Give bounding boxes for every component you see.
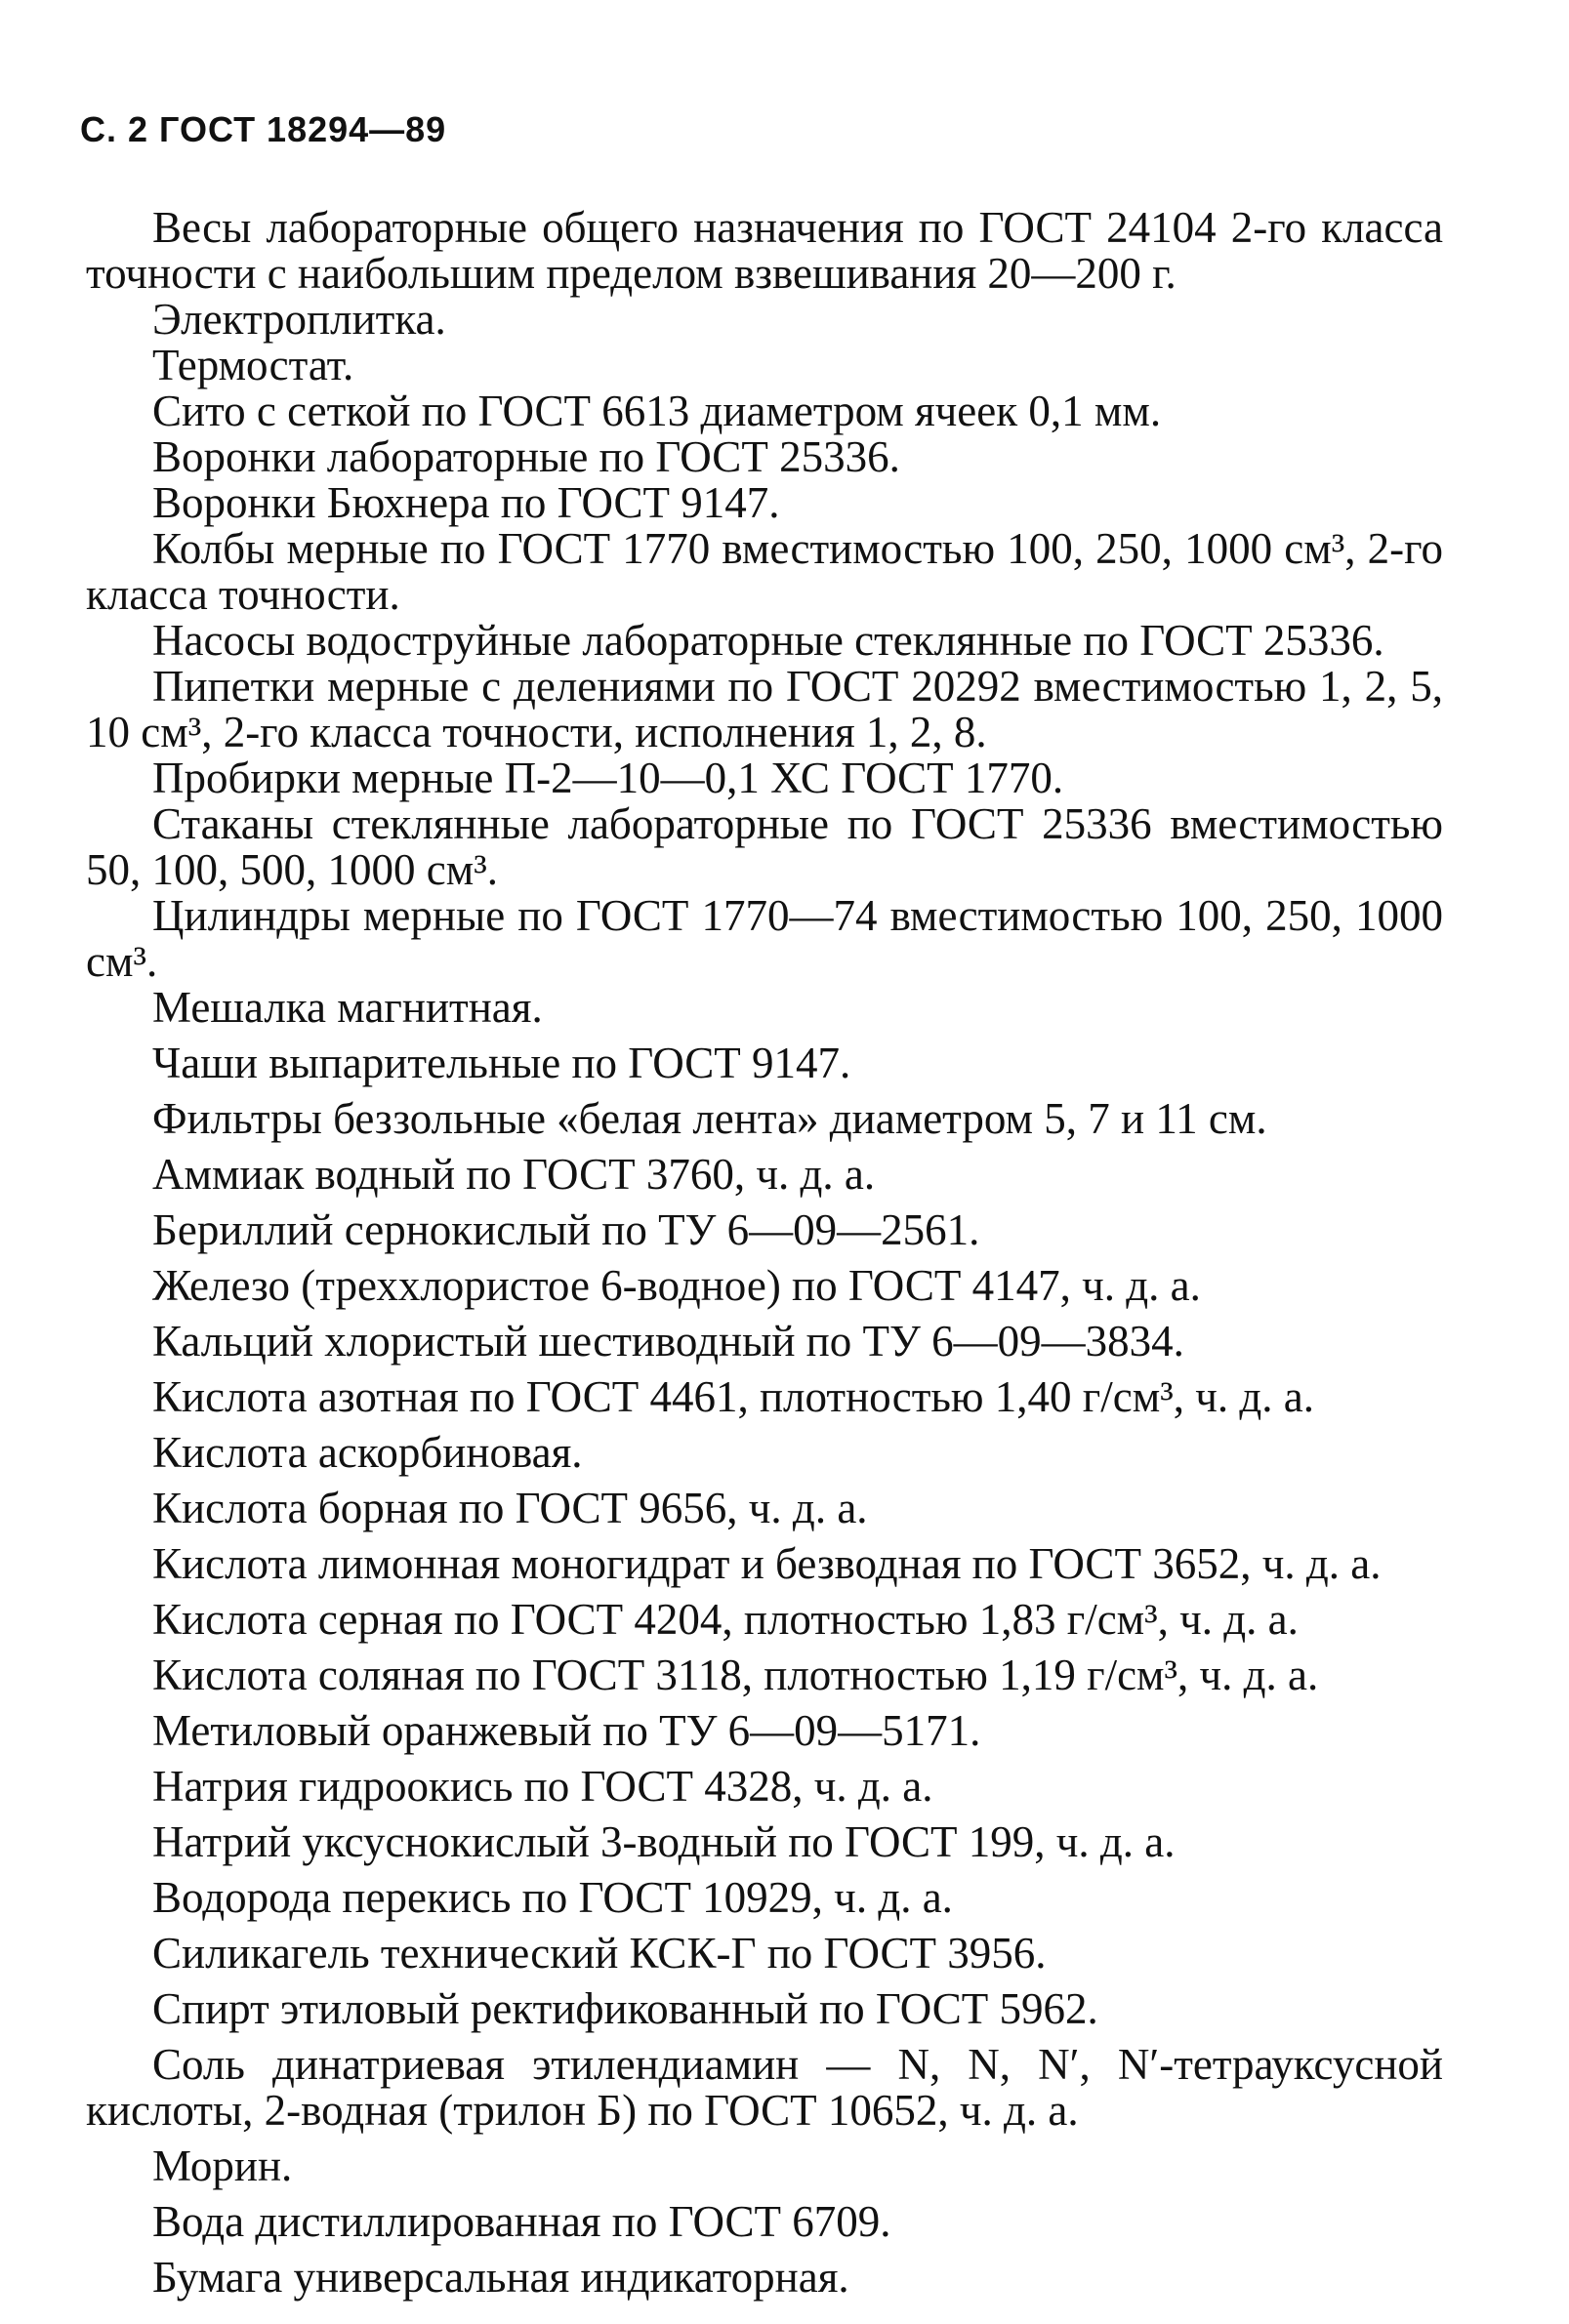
list-item: Стаканы стеклянные лабораторные по ГОСТ 25336 вместимостью 50, 100, 500, 1000 см³. [86, 799, 1443, 894]
list-item: Натрия гидроокись по ГОСТ 4328, ч. д. а. [152, 1762, 933, 1811]
list-item: Морин. [152, 2141, 293, 2190]
list-item: Кислота азотная по ГОСТ 4461, плотностью 1,40 г/см³, ч. д. а. [152, 1372, 1314, 1421]
equipment-and-reagents-list [86, 205, 1443, 2301]
list-item: Силикагель технический КСК-Г по ГОСТ 3956. [152, 1929, 1047, 1977]
list-item: Цилиндры мерные по ГОСТ 1770—74 вместимостью 100, 250, 1000 см³. [86, 891, 1443, 986]
list-item: Воронки лабораторные по ГОСТ 25336. [152, 432, 900, 481]
page-header: С. 2 ГОСТ 18294—89 [80, 109, 447, 149]
list-item: Спирт этиловый ректификованный по ГОСТ 5962. [152, 1984, 1098, 2033]
list-item: Пробирки мерные П-2—10—0,1 ХС ГОСТ 1770. [152, 754, 1064, 802]
list-item: Кальций хлористый шестиводный по ТУ 6—09—3834. [152, 1317, 1184, 1366]
list-item: Натрий уксуснокислый 3-водный по ГОСТ 199, ч. д. а. [152, 1817, 1176, 1866]
list-item: Метиловый оранжевый по ТУ 6—09—5171. [152, 1706, 981, 1755]
list-item: Чаши выпарительные по ГОСТ 9147. [152, 1039, 851, 1087]
list-item: Аммиак водный по ГОСТ 3760, ч. д. а. [152, 1150, 876, 1199]
list-item: Кислота серная по ГОСТ 4204, плотностью 1,83 г/см³, ч. д. а. [152, 1595, 1299, 1644]
list-item: Кислота аскорбиновая. [152, 1428, 583, 1477]
list-item: Кислота борная по ГОСТ 9656, ч. д. а. [152, 1484, 868, 1532]
list-item: Кислота лимонная моногидрат и безводная по ГОСТ 3652, ч. д. а. [152, 1539, 1382, 1588]
list-item: Воронки Бюхнера по ГОСТ 9147. [152, 478, 780, 527]
list-item: Насосы водоструйные лабораторные стеклянные по ГОСТ 25336. [152, 616, 1384, 665]
list-item: Железо (треххлористое 6-водное) по ГОСТ 4147, ч. д. а. [152, 1261, 1201, 1310]
list-item: Водорода перекись по ГОСТ 10929, ч. д. а. [152, 1873, 953, 1922]
list-item: Кислота соляная по ГОСТ 3118, плотностью 1,19 г/см³, ч. д. а. [152, 1651, 1319, 1699]
list-item: Пипетки мерные с делениями по ГОСТ 20292 вместимостью 1, 2, 5, 10 см³, 2-го класса точности, исполнения 1, 2, 8. [86, 662, 1443, 756]
list-item: Соль динатриевая этилендиамин — N, N, N′, N′-тетрауксусной кислоты, 2-водная (трилон Б) по ГОСТ 10652, ч. д. а. [86, 2040, 1443, 2135]
list-item: Электроплитка. [152, 295, 446, 344]
list-item: Мешалка магнитная. [152, 983, 543, 1032]
list-item: Вода дистиллированная по ГОСТ 6709. [152, 2197, 891, 2246]
list-item: Бумага универсальная индикаторная. [152, 2253, 849, 2302]
list-item: Бериллий сернокислый по ТУ 6—09—2561. [152, 1205, 980, 1254]
list-item: Термостат. [152, 341, 354, 389]
list-item: Фильтры беззольные «белая лента» диаметром 5, 7 и 11 см. [152, 1094, 1267, 1143]
list-item: Весы лабораторные общего назначения по ГОСТ 24104 2-го класса точности с наибольшим пределом взвешивания 20—200 г. [86, 203, 1443, 298]
list-item: Сито с сеткой по ГОСТ 6613 диаметром ячеек 0,1 мм. [152, 387, 1162, 435]
list-item: Колбы мерные по ГОСТ 1770 вместимостью 100, 250, 1000 см³, 2-го класса точности. [86, 524, 1443, 619]
